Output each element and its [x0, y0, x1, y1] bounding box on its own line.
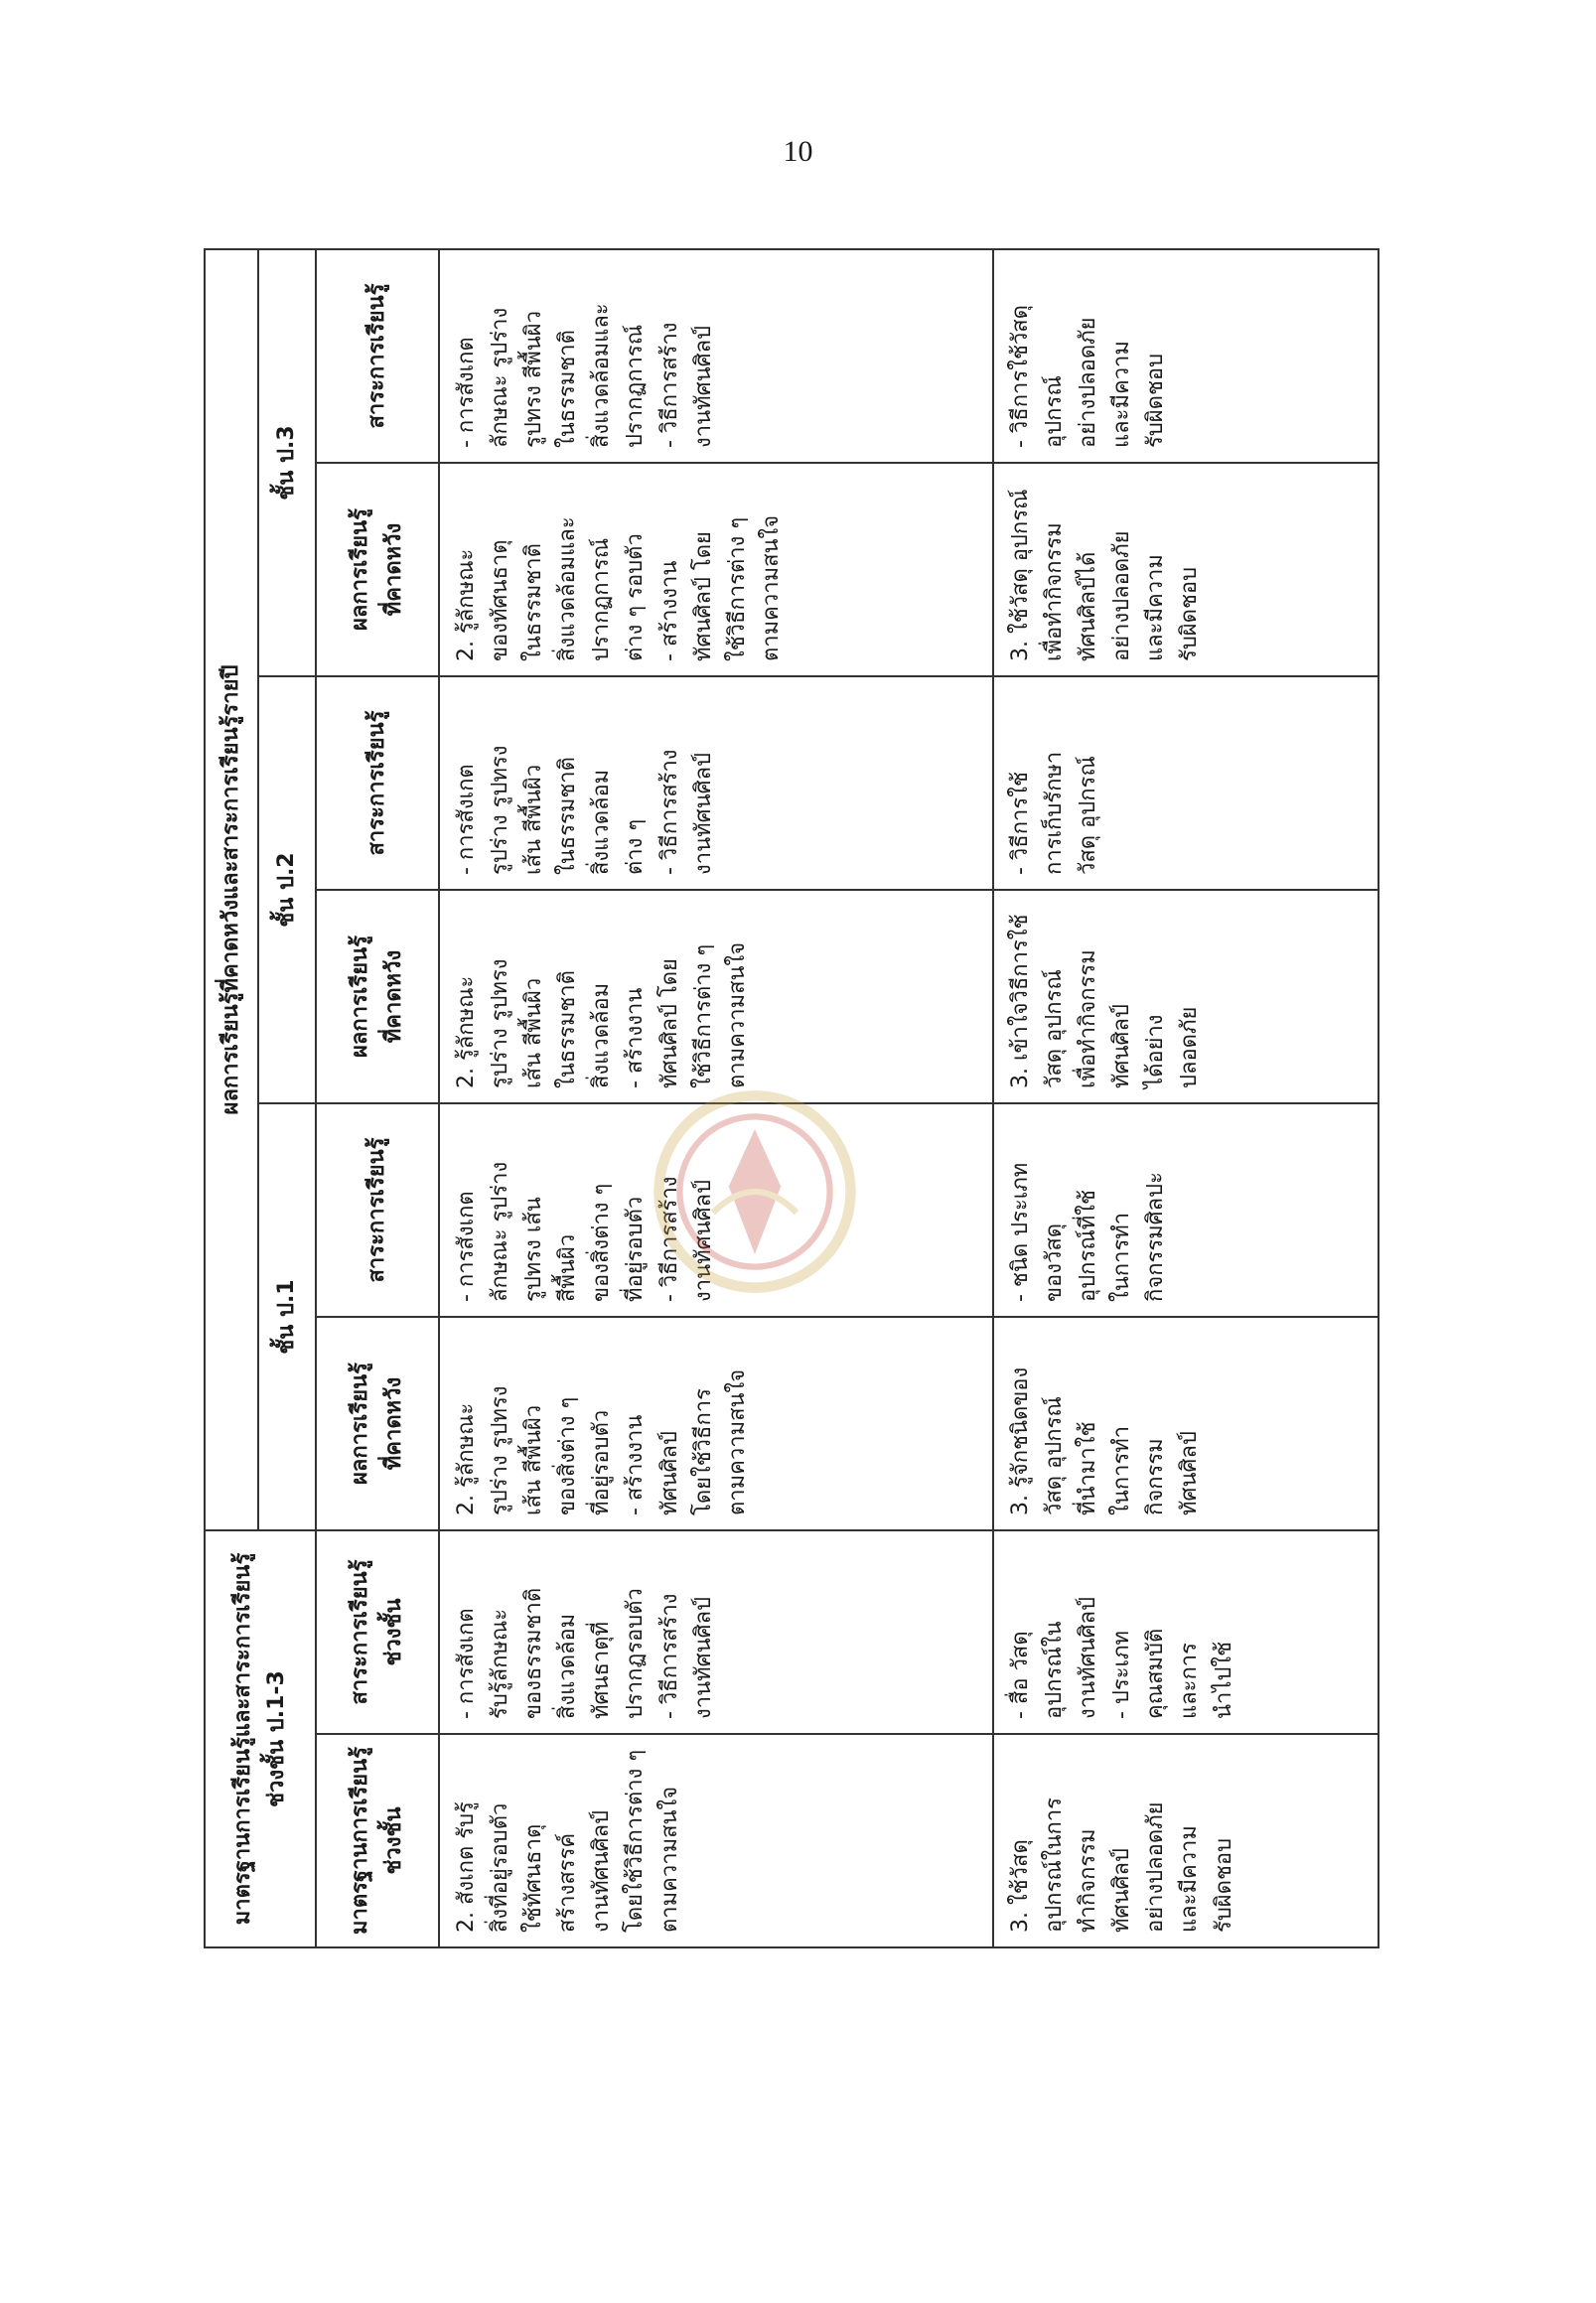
- cell-line: เส้น สีพื้นผิว: [521, 977, 547, 1088]
- cell: [993, 1734, 1378, 1947]
- cell-line: อุปกรณ์: [1042, 375, 1068, 448]
- cell-line: 3. เข้าใจวิธีการใช้: [1008, 914, 1033, 1088]
- cell-line: และการ: [1177, 1643, 1203, 1719]
- cell: [439, 1317, 993, 1530]
- cell-line: และมีความ: [1109, 341, 1135, 448]
- cell: [439, 249, 993, 463]
- cell: [993, 890, 1378, 1103]
- cell-line: รูปร่าง รูปทรง: [488, 745, 513, 875]
- cell-line: รับผิดชอบ: [1143, 353, 1169, 448]
- cell-line: - การสังเกต: [454, 1191, 479, 1302]
- cell-line: ทัศนศิลป์: [656, 1431, 682, 1515]
- cell-line: งานทัศนศิลป์: [690, 325, 716, 448]
- column-header-content-line1: สาระการเรียนรู้: [347, 1559, 372, 1705]
- cell: [439, 1734, 993, 1947]
- cell: [439, 676, 993, 890]
- cell-line: งานทัศนศิลป์: [690, 752, 716, 875]
- cell-line: ของสิ่งต่าง ๆ: [555, 1396, 581, 1515]
- cell-line: - วิธีการสร้าง: [656, 1593, 682, 1719]
- cell-line: ตามความสนใจ: [724, 1368, 750, 1515]
- cell-line: อุปกรณ์ในการ: [1042, 1798, 1068, 1933]
- cell-line: รับรู้ลักษณะ: [488, 1608, 513, 1719]
- header-row-top: [205, 249, 258, 1947]
- cell-line: ใช้วิธีการต่าง ๆ: [724, 516, 750, 661]
- cell-line: อย่างปลอดภัย: [1076, 317, 1101, 448]
- cell-line: ต่าง ๆ: [623, 818, 649, 875]
- column-header-p1-content: สาระการเรียนรู้: [316, 1103, 439, 1317]
- cell-line: ในธรรมชาติ: [521, 543, 547, 661]
- column-header-p1-outcome: [316, 1317, 439, 1530]
- cell-line: ทัศนศิลป์ได้: [1076, 551, 1101, 661]
- grade-header-p2: ชั้น ป.2: [258, 676, 316, 1103]
- cell: [993, 249, 1378, 463]
- cell-line: งานทัศนศิลป์: [589, 1809, 615, 1933]
- cell-line: ของธรรมชาติ: [521, 1587, 547, 1719]
- column-header-p3-outcome-line1: ผลการเรียนรู้: [347, 508, 372, 631]
- cell-line: - วิธีการใช้: [1008, 772, 1033, 875]
- column-header-p2-outcome: [316, 890, 439, 1103]
- cell-line: คุณสมบัติ: [1143, 1628, 1169, 1719]
- cell-line: ตามความสนใจ: [724, 941, 750, 1088]
- grade-header-p3: ชั้น ป.3: [258, 249, 316, 676]
- cell-line: อย่างปลอดภัย: [1143, 1801, 1169, 1933]
- cell-line: 2. รู้ลักษณะ: [454, 548, 479, 661]
- cell-line: รูปทรง สีพื้นผิว: [521, 310, 547, 448]
- column-header-p2-content: สาระการเรียนรู้: [316, 676, 439, 890]
- yearly-group-title: ผลการเรียนรู้ที่คาดหวังและสาระการเรียนรู้รายปี: [218, 664, 243, 1115]
- cell-line: ที่นำมาใช้: [1076, 1421, 1101, 1515]
- cell-line: - สร้างงาน: [656, 560, 682, 661]
- cell-line: นำไปใช้: [1211, 1641, 1236, 1719]
- cell-line: ใช้ทัศนธาตุ: [521, 1823, 547, 1933]
- cell: [993, 463, 1378, 676]
- cell-line: รูปทรง เส้น: [521, 1197, 547, 1302]
- cell-line: - สื่อ วัสดุ: [1008, 1631, 1033, 1719]
- column-header-standard-line2: ช่วงชั้น: [381, 1806, 406, 1875]
- cell: [439, 1530, 993, 1734]
- cell-line: สิ่งแวดล้อมและ: [555, 516, 581, 661]
- cell-line: รับผิดชอบ: [1211, 1837, 1236, 1933]
- cell-line: ในธรรมชาติ: [555, 330, 581, 448]
- cell-line: สิ่งแวดล้อมและ: [589, 303, 615, 448]
- cell-line: - ประเภท: [1109, 1630, 1135, 1719]
- cell-line: การเก็บรักษา: [1042, 751, 1068, 875]
- cell-line: ทัศนศิลป์: [1109, 1004, 1135, 1088]
- cell-line: ปรากฏการณ์: [589, 537, 615, 661]
- cell-line: สีพื้นผิว: [555, 1233, 581, 1302]
- column-header-content-line2: ช่วงชั้น: [381, 1598, 406, 1666]
- cell: [439, 890, 993, 1103]
- cell-line: ต่าง ๆ รอบตัว: [623, 533, 649, 661]
- grade-header-p1: ชั้น ป.1: [258, 1103, 316, 1530]
- column-header-p3-content: สาระการเรียนรู้: [316, 249, 439, 463]
- cell-line: เส้น สีพื้นผิว: [521, 1404, 547, 1515]
- cell: [439, 463, 993, 676]
- column-header-p3-outcome-line2: ที่คาดหวัง: [381, 522, 406, 617]
- cell-line: และมีความ: [1177, 1825, 1203, 1933]
- cell-line: ของทัศนธาตุ: [488, 539, 513, 661]
- cell-line: วัสดุ อุปกรณ์: [1042, 969, 1068, 1088]
- header-row-columns: [316, 249, 439, 1947]
- cell-line: ในธรรมชาติ: [555, 970, 581, 1088]
- cell-line: ปรากฏการณ์: [623, 324, 649, 448]
- cell-line: งานทัศนศิลป์: [690, 1179, 716, 1302]
- cell-line: - การสังเกต: [454, 764, 479, 875]
- column-header-content: [316, 1530, 439, 1734]
- cell-line: สิ่งแวดล้อม: [589, 982, 615, 1088]
- cell-line: ลักษณะ รูปร่าง: [488, 1161, 513, 1302]
- cell-line: เส้น สีพื้นผิว: [521, 764, 547, 875]
- cell-line: งานทัศนศิลป์: [1076, 1596, 1101, 1719]
- cell-line: อุปกรณ์ใน: [1042, 1621, 1068, 1719]
- standard-group-header: [205, 1530, 316, 1947]
- cell-line: 3. ใช้วัสดุ อุปกรณ์: [1008, 489, 1033, 661]
- cell-line: ทัศนธาตุที่: [589, 1621, 615, 1719]
- cell-line: เพื่อทำกิจกรรม: [1042, 522, 1068, 661]
- cell-line: - สร้างงาน: [623, 1414, 649, 1515]
- page-number: 10: [783, 135, 813, 168]
- cell-line: ทัศนศิลป์ โดย: [690, 531, 716, 661]
- column-header-p3-outcome: [316, 463, 439, 676]
- cell-line: ที่อยู่รอบตัว: [589, 1409, 615, 1515]
- emblem-watermark-icon: [651, 1087, 859, 1296]
- cell-line: สิ่งแวดล้อม: [589, 769, 615, 875]
- cell-line: และมีความ: [1143, 554, 1169, 661]
- cell-line: กิจกรรมศิลปะ: [1143, 1172, 1169, 1302]
- cell-line: ปรากฏรอบตัว: [623, 1588, 649, 1719]
- cell-line: - การสังเกต: [454, 1608, 479, 1719]
- cell-line: ได้อย่าง: [1143, 1014, 1169, 1088]
- column-header-p1-outcome-line1: ผลการเรียนรู้: [347, 1363, 372, 1485]
- cell-line: รับผิดชอบ: [1177, 566, 1203, 661]
- column-header-standard-line1: มาตรฐานการเรียนรู้: [347, 1746, 372, 1936]
- cell-line: ที่อยู่รอบตัว: [623, 1196, 649, 1302]
- standard-group-subtitle: ช่วงชั้น ป.1-3: [264, 1670, 289, 1807]
- column-header-p1-outcome-line2: ที่คาดหวัง: [381, 1376, 406, 1471]
- cell-line: 2. รู้ลักษณะ: [454, 1402, 479, 1515]
- cell-line: ทัศนศิลป์: [1177, 1431, 1203, 1515]
- cell-line: วัสดุ อุปกรณ์: [1076, 756, 1101, 875]
- cell-line: วัสดุ อุปกรณ์: [1042, 1396, 1068, 1515]
- cell-line: รูปร่าง รูปทรง: [488, 958, 513, 1088]
- cell-line: สิ่งแวดล้อม: [555, 1613, 581, 1719]
- cell: [993, 1317, 1378, 1530]
- yearly-group-header: [205, 249, 258, 1530]
- cell-line: ทำกิจกรรม: [1076, 1828, 1101, 1933]
- cell-line: 3. ใช้วัสดุ: [1008, 1839, 1033, 1933]
- cell-line: ลักษณะ รูปร่าง: [488, 307, 513, 448]
- cell-line: - วิธีการสร้าง: [656, 749, 682, 875]
- cell-line: ของสิ่งต่าง ๆ: [589, 1183, 615, 1302]
- cell-line: - วิธีการใช้วัสดุ: [1008, 305, 1033, 448]
- cell-line: 2. รู้ลักษณะ: [454, 975, 479, 1088]
- cell-line: ตามความสนใจ: [758, 514, 784, 661]
- cell-line: อย่างปลอดภัย: [1109, 530, 1135, 661]
- cell: [993, 1530, 1378, 1734]
- cell-line: อุปกรณ์ที่ใช้: [1076, 1190, 1101, 1302]
- cell-line: ในการทำ: [1109, 1425, 1135, 1515]
- cell-line: - ชนิด ประเภท: [1008, 1162, 1033, 1302]
- column-header-p2-outcome-line1: ผลการเรียนรู้: [347, 936, 372, 1058]
- cell: [993, 676, 1378, 890]
- cell-line: ในการทำ: [1109, 1212, 1135, 1302]
- cell-line: ทัศนศิลป์: [1109, 1848, 1135, 1933]
- cell-line: - วิธีการสร้าง: [656, 322, 682, 448]
- cell-line: เพื่อทำกิจกรรม: [1076, 949, 1101, 1088]
- cell-line: 2. สังเกต รับรู้: [454, 1801, 479, 1933]
- column-header-p2-outcome-line2: ที่คาดหวัง: [381, 949, 406, 1044]
- cell-line: โดยใช้วิธีการต่าง ๆ: [623, 1749, 649, 1933]
- cell-line: ทัศนศิลป์ โดย: [656, 958, 682, 1088]
- cell-line: - วิธีการสร้าง: [656, 1176, 682, 1302]
- standard-group-title: มาตรฐานการเรียนรู้และสาระการเรียนรู้: [229, 1552, 255, 1926]
- cell-line: ในธรรมชาติ: [555, 757, 581, 875]
- cell-line: - สร้างงาน: [623, 987, 649, 1088]
- cell-line: โดยใช้วิธีการ: [690, 1388, 716, 1515]
- cell-line: สิ่งที่อยู่รอบตัว: [488, 1802, 513, 1933]
- cell-line: สร้างสรรค์: [555, 1832, 581, 1933]
- table-row: [993, 249, 1378, 1947]
- cell-line: รูปร่าง รูปทรง: [488, 1385, 513, 1515]
- cell-line: ตามความสนใจ: [656, 1786, 682, 1933]
- cell-line: ใช้วิธีการต่าง ๆ: [690, 943, 716, 1088]
- cell: [993, 1103, 1378, 1317]
- cell-line: 3. รู้จักชนิดของ: [1008, 1367, 1033, 1515]
- cell-line: ปลอดภัย: [1177, 1006, 1203, 1088]
- cell-line: งานทัศนศิลป์: [690, 1596, 716, 1719]
- cell-line: กิจกรรม: [1143, 1438, 1169, 1515]
- column-header-standard: [316, 1734, 439, 1947]
- cell-line: ของวัสดุ: [1042, 1223, 1068, 1302]
- cell-line: - การสังเกต: [454, 337, 479, 448]
